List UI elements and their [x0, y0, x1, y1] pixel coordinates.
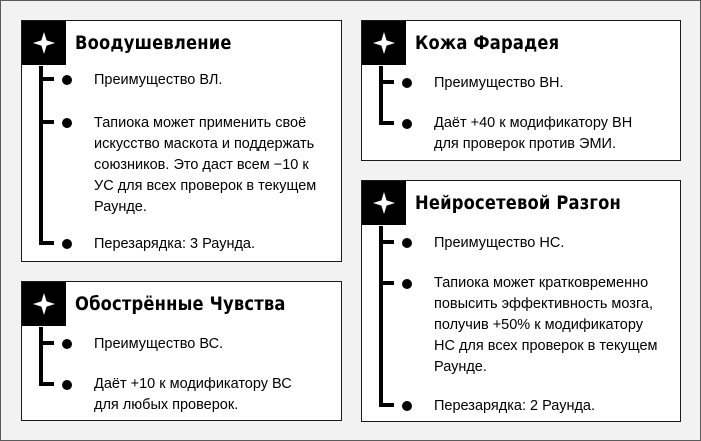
item-text: Преимущество ВЛ. [94, 72, 223, 88]
card-header [362, 21, 680, 65]
item-text: Тапиока может кратковременно повысить эффективность мозга, получив +50% к модификатору НС для всех проверок в текущем Раунде. [434, 275, 658, 375]
card-header [22, 21, 341, 65]
item-text: Тапиока может применить своё искусство маскота и поддержать союзников. Это даст всем −10 к УС для всех проверок в текущем Раунде. [94, 115, 317, 215]
item-text: Преимущество НС. [434, 235, 565, 251]
card-header [362, 181, 680, 225]
card-title: Кожа Фарадея [415, 32, 560, 54]
tree-branch [379, 240, 394, 244]
bullet-dot [62, 339, 72, 349]
bullet-dot [62, 118, 72, 128]
item-text: Даёт +10 к модификатору ВС для любых проверок. [94, 376, 292, 413]
tree-branch [379, 80, 394, 84]
tree-branch [39, 120, 54, 124]
bullet-dot [62, 75, 72, 85]
item-text: Перезарядка: 3 Раунда. [94, 236, 256, 252]
tree-spine [39, 66, 43, 245]
four-point-star-icon [362, 21, 406, 65]
bullet-dot [402, 401, 412, 411]
four-point-star-icon [362, 181, 406, 225]
item-text: Даёт +40 к модификатору ВН для проверок против ЭМИ. [434, 115, 633, 152]
bullet-dot [402, 279, 412, 289]
tree-spine [379, 66, 383, 125]
card-title: Нейросетевой Разгон [415, 192, 621, 214]
bullet-dot [402, 238, 412, 248]
tree-branch [39, 77, 54, 81]
ability-card-kozha-faradeya [361, 20, 681, 161]
item-text: Преимущество ВН. [434, 75, 564, 91]
tree-branch [379, 121, 394, 125]
four-point-star-icon [22, 21, 66, 65]
tree-branch [379, 281, 394, 285]
bullet-dot [62, 239, 72, 249]
card-header [22, 282, 341, 326]
tree-spine [39, 327, 43, 386]
card-title: Воодушевление [75, 32, 232, 54]
bullet-dot [62, 380, 72, 390]
ability-card-vooduschevlenie [21, 20, 342, 262]
tree-branch [39, 241, 54, 245]
tree-spine [379, 226, 383, 407]
item-text: Перезарядка: 2 Раунда. [434, 398, 596, 414]
item-text: Преимущество ВС. [94, 336, 224, 352]
bullet-dot [402, 78, 412, 88]
card-title: Обострённые Чувства [75, 293, 286, 315]
ability-card-neyrosetevoy-razgon [361, 180, 681, 422]
four-point-star-icon [22, 282, 66, 326]
tree-branch [379, 403, 394, 407]
tree-branch [39, 382, 54, 386]
tree-branch [39, 341, 54, 345]
ability-card-obostrennye-chuvstva [21, 281, 342, 421]
bullet-dot [402, 119, 412, 129]
